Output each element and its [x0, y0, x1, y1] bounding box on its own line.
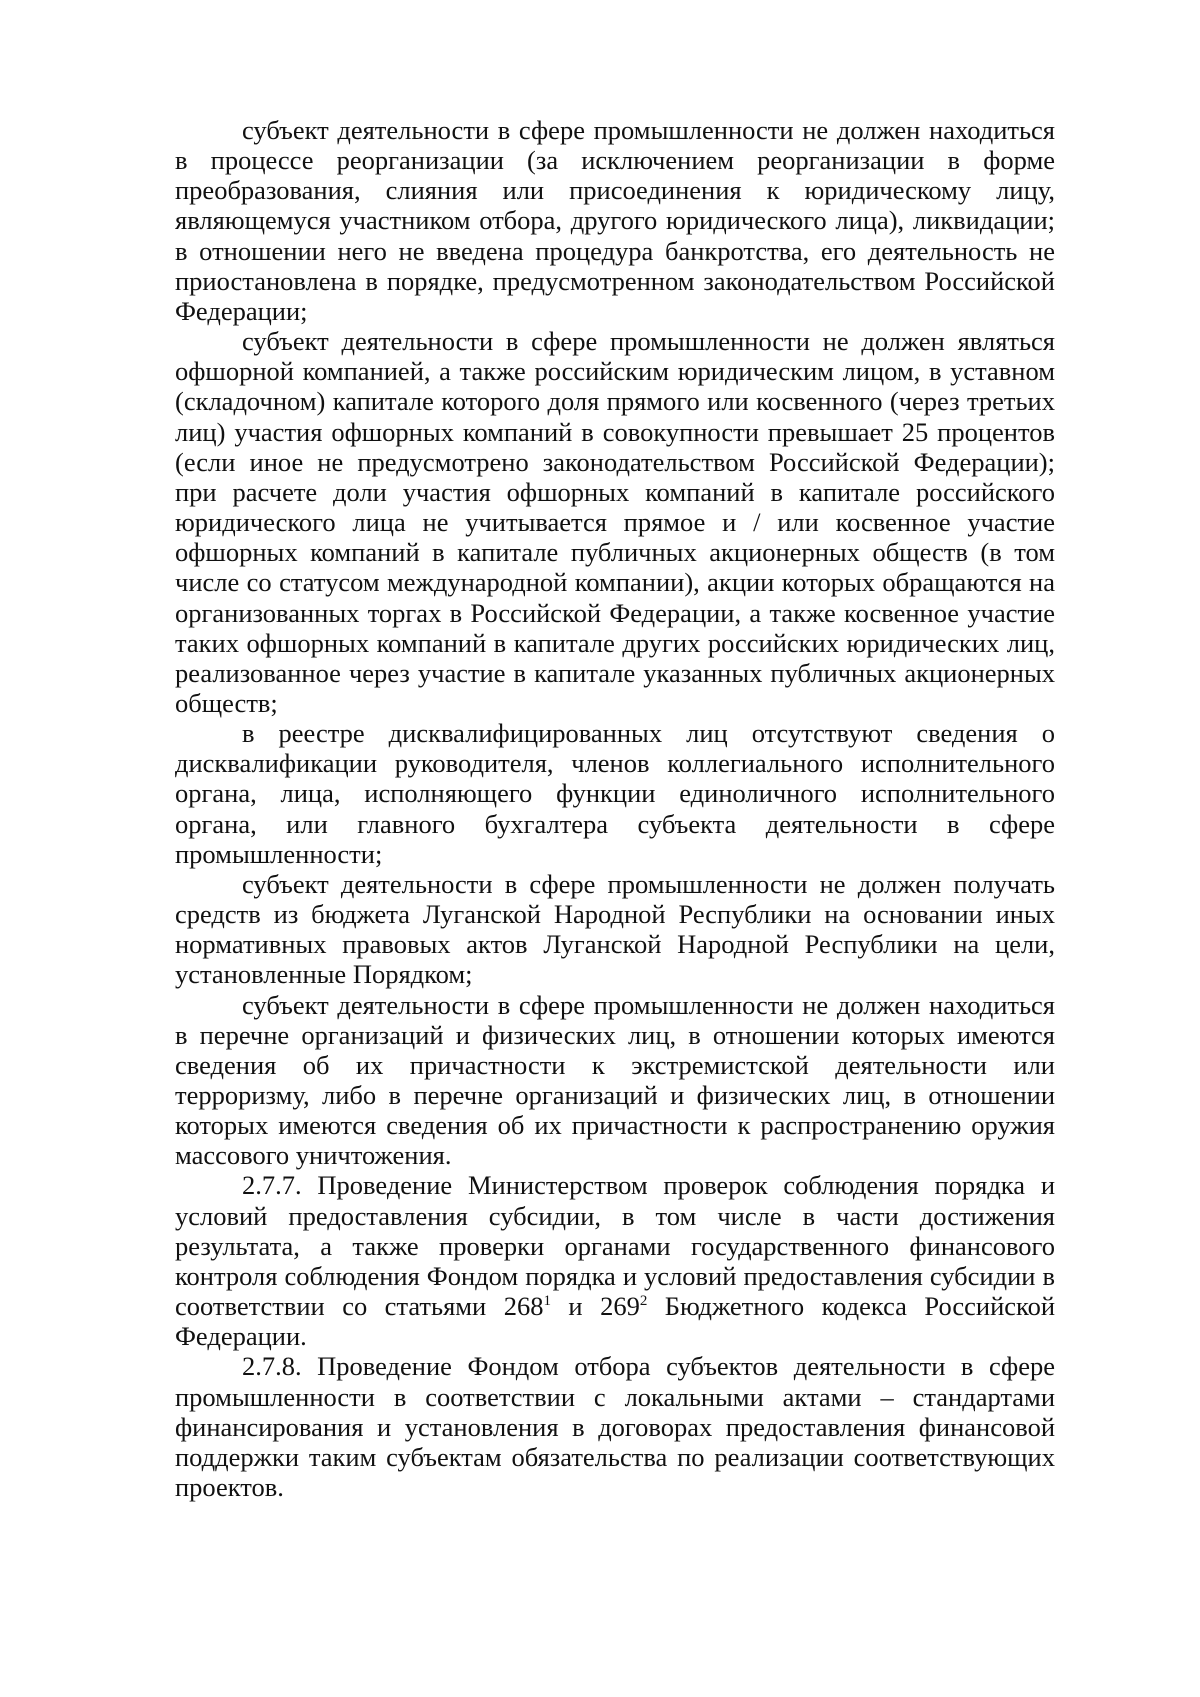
superscript-2: 2 — [639, 1293, 648, 1310]
paragraph-extremism-requirement: субъект деятельности в сфере промышленности не должен находиться в перечне организаций и физических лиц, в отношении которых имеются сведения об их причастности к экстремистской деятельности или терроризму, либо в перечне организаций и физических лиц, в отношении которых имеются сведения об их причастности к распространению оружия массового уничтожения. — [175, 989, 1055, 1171]
paragraph-budget-funds-requirement: субъект деятельности в сфере промышленности не должен получать средств из бюджета Луганской Народной Республики на основании иных нормативных правовых актов Луганской Народной Республики на цели, установленные Порядком; — [175, 868, 1055, 990]
paragraph-2-7-8: 2.7.8. Проведение Фондом отбора субъектов деятельности в сфере промышленности в соответствии с локальными актами – стандартами финансирования и установления в договорах предоставления финансовой поддержки таким субъектам обязательства по реализации соответствующих проектов. — [175, 1351, 1055, 1503]
paragraph-reorganization-requirement: субъект деятельности в сфере промышленности не должен находиться в процессе реорганизации (за исключением реорганизации в форме преобразования, слияния или присоединения к юридическому лицу, являющемуся участником отбора, другого юридического лица), ликвидации; в отношении него не введена процедура банкротства, его деятельность не приостановлена в порядке, предусмотренном законодательством Российской Федерации; — [175, 115, 1055, 326]
paragraph-disqualification-requirement: в реестре дисквалифицированных лиц отсутствуют сведения о дисквалификации руководителя, членов коллегиального исполнительного органа, лица, исполняющего функции единоличного исполнительного органа, или главного бухгалтера субъекта деятельности в сфере промышленности; — [175, 718, 1055, 869]
superscript-1: 1 — [543, 1293, 551, 1310]
paragraph-offshore-requirement: субъект деятельности в сфере промышленности не должен являться офшорной компанией, а также российским юридическим лицом, в уставном (складочном) капитале которого доля прямого или косвенного (через третьих лиц) участия офшорных компаний в совокупности превышает 25 процентов (если иное не предусмотрено законодательством Российской Федерации); при расчете доли участия офшорных компаний в капитале российского юридического лица не учитывается прямое и / или косвенное участие офшорных компаний в капитале публичных акционерных обществ (в том числе со статусом международной компании), акции которых обращаются на организованных торгах в Российской Федерации, а также косвенное участие таких офшорных компаний в капитале других российских юридических лиц, реализованное через участие в капитале указанных публичных акционерных обществ; — [175, 326, 1055, 718]
paragraph-2-7-7-mid: и 269 — [550, 1291, 640, 1322]
paragraph-2-7-7-text: 2.7.7. Проведение Министерством проверок соблюдения порядка и условий предоставления субсидии, в том числе в части достижения результата, а также проверки органами государственного финансового контроля соблюдения Фондом порядка и условий предоставления субсидии в соответствии со статьями 268 — [175, 1170, 1055, 1322]
paragraph-2-7-7 — [175, 1170, 1055, 1351]
paragraph-2-7-7-end: Бюджетного кодекса Российской Федерации. — [175, 1291, 1055, 1352]
document-body — [175, 115, 1055, 1502]
